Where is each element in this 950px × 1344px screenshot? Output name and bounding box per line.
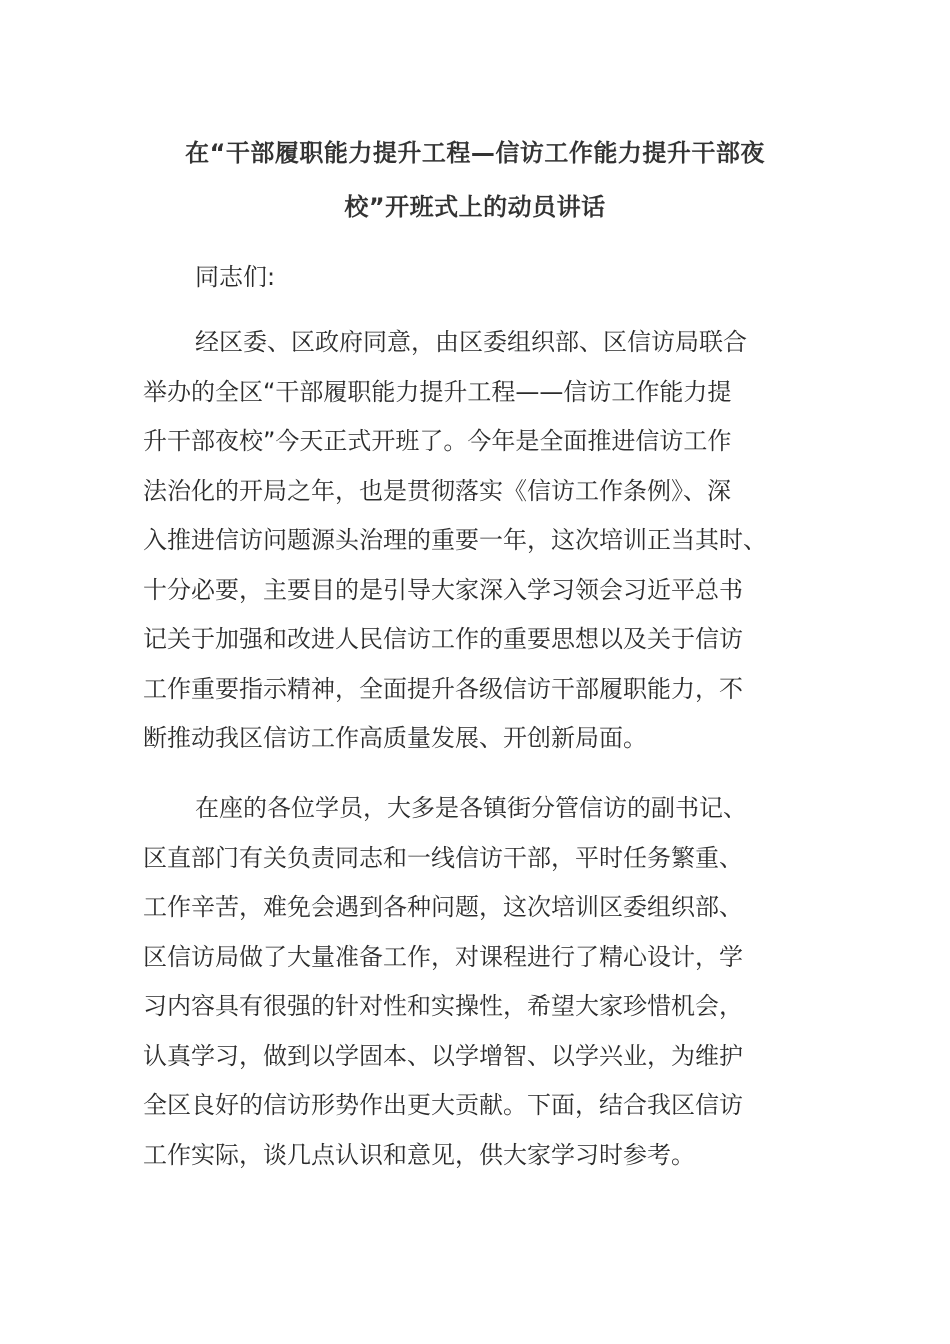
paragraph-line: 区信访局做了大量准备工作，对课程进行了精心设计，学: [143, 942, 743, 971]
document-title: [140, 126, 810, 234]
paragraph: [143, 318, 803, 764]
paragraph-line: 经区委、区政府同意，由区委组织部、区信访局联合: [195, 328, 747, 356]
title-line: 校”开班式上的动员讲话: [344, 193, 606, 221]
paragraph-line: 工作实际，谈几点认识和意见，供大家学习时参考。: [143, 1140, 695, 1169]
paragraph-line: 举办的全区“干部履职能力提升工程——信访工作能力提: [143, 377, 732, 406]
paragraph-line: 习内容具有很强的针对性和实操性，希望大家珍惜机会，: [143, 992, 743, 1020]
paragraph-line: 法治化的开局之年，也是贯彻落实《信访工作条例》、深: [143, 476, 731, 505]
salutation: 同志们:: [195, 263, 276, 291]
paragraph-line: 升干部夜校”今天正式开班了。今年是全面推进信访工作: [143, 427, 732, 455]
paragraph-line: 全区良好的信访形势作出更大贡献。下面，结合我区信访: [143, 1091, 743, 1119]
paragraph-line: 十分必要，主要目的是引导大家深入学习领会习近平总书: [143, 575, 743, 604]
paragraph: [143, 784, 803, 1180]
paragraph-line: 记关于加强和改进人民信访工作的重要思想以及关于信访: [143, 625, 743, 653]
paragraph-line: 入推进信访问题源头治理的重要一年，这次培训正当其时、: [143, 526, 767, 554]
title-line: 在“干部履职能力提升工程—信访工作能力提升干部夜: [185, 139, 765, 167]
paragraph-line: 工作辛苦，难免会遇到各种问题，这次培训区委组织部、: [143, 893, 743, 921]
paragraph-line: 认真学习，做到以学固本、以学增智、以学兴业，为维护: [143, 1041, 743, 1070]
paragraph-line: 在座的各位学员，大多是各镇街分管信访的副书记、: [195, 794, 747, 822]
paragraph-line: 断推动我区信访工作高质量发展、开创新局面。: [143, 724, 647, 752]
paragraph-line: 区直部门有关负责同志和一线信访干部，平时任务繁重、: [143, 843, 743, 872]
paragraph-line: 工作重要指示精神，全面提升各级信访干部履职能力，不: [143, 674, 743, 703]
